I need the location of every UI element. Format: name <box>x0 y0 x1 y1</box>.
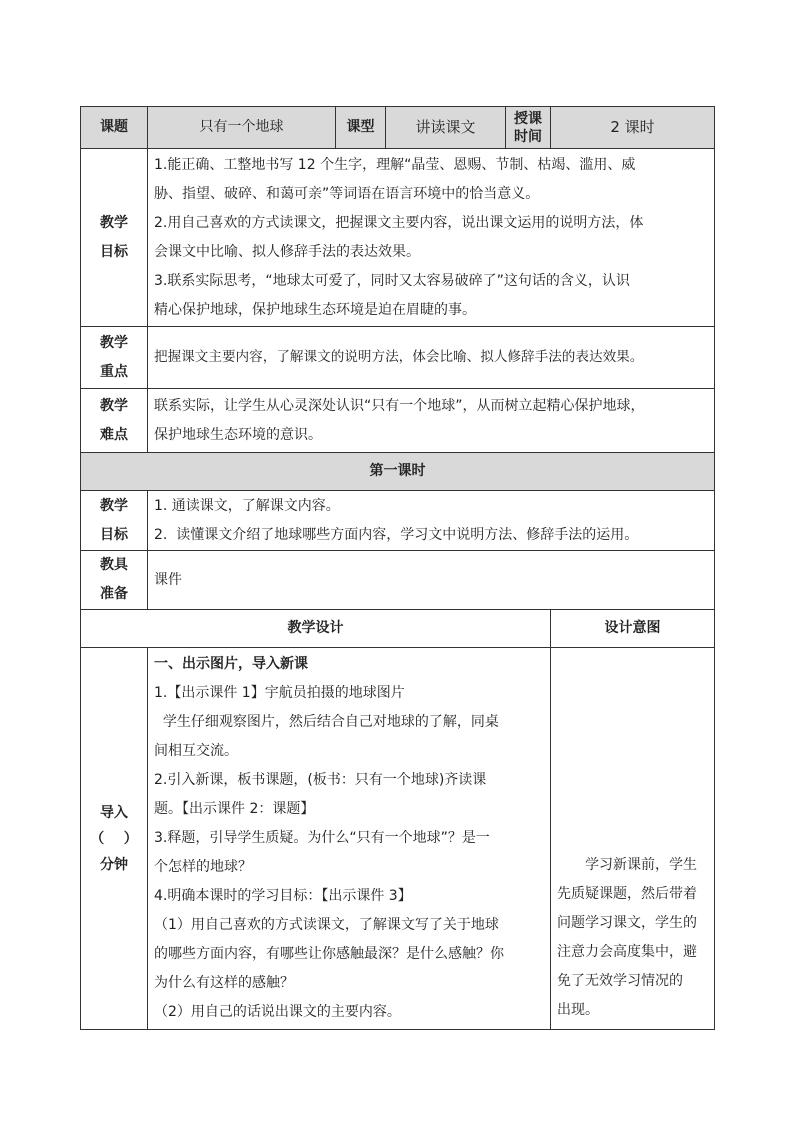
design-line: 2.引入新课，板书课题，(板书：只有一个地球)齐读课 <box>154 772 487 788</box>
difficulties-label-line1: 教学 <box>100 397 128 414</box>
design-line: 个怎样的地球？ <box>154 859 252 875</box>
lesson-objectives-label-line1: 教学 <box>100 497 128 514</box>
intent-header: 设计意图 <box>551 610 715 648</box>
objectives-line: 3.联系实际思考，“地球太可爱了，同时又太容易破碎了”这句话的含义，认识 <box>154 272 630 289</box>
objectives-line: 胁、指望、破碎、和蔼可亲”等词语在语言环境中的恰当意义。 <box>154 185 540 202</box>
design-header-row <box>81 610 715 648</box>
lesson-objectives-text <box>148 491 715 551</box>
key-points-row <box>81 327 715 389</box>
design-line: 为什么有这样的感触？ <box>154 975 294 991</box>
stage-label-line2: （ ） <box>90 830 138 847</box>
lesson-plan-table <box>80 106 715 1030</box>
time-label-line2: 时间 <box>514 128 542 145</box>
prep-label-line1: 教具 <box>100 557 128 573</box>
time-label-line1: 授课 <box>514 110 542 127</box>
design-line: 4.明确本课时的学习目标：【出示课件 3】 <box>154 888 412 904</box>
difficulties-label <box>81 389 148 453</box>
design-line: （2）用自己的话说出课文的主要内容。 <box>154 1004 401 1020</box>
intent-line: 免了无效学习情况的 <box>557 973 683 989</box>
lesson-objectives-line: 2. 读懂课文介绍了地球哪些方面内容，学习文中说明方法、修辞手法的运用。 <box>154 526 639 543</box>
objectives-label <box>81 149 148 327</box>
lesson-objectives-label <box>81 491 148 551</box>
topic-value: 只有一个地球 <box>148 107 336 149</box>
lesson-objectives-label-line2: 目标 <box>100 526 128 543</box>
key-points-text: 把握课文主要内容，了解课文的说明方法，体会比喻、拟人修辞手法的表达效果。 <box>148 327 715 389</box>
objectives-label-line2: 目标 <box>100 243 128 260</box>
objectives-line: 1.能正确、工整地书写 12 个生字，理解“晶莹、恩赐、节制、枯竭、滥用、威 <box>154 156 636 173</box>
lesson-objectives-line: 1. 通读课文，了解课文内容。 <box>154 497 340 514</box>
objectives-line: 精心保护地球，保护地球生态环境是迫在眉睫的事。 <box>154 301 476 318</box>
key-points-label-line2: 重点 <box>100 363 128 380</box>
intent-line: 出现。 <box>557 1002 599 1018</box>
design-line: （1）用自己喜欢的方式读课文，了解课文写了关于地球 <box>154 917 499 933</box>
design-content <box>148 648 551 1030</box>
lesson-objectives-row <box>81 491 715 551</box>
intent-line: 问题学习课文，学生的 <box>557 915 697 931</box>
key-points-label <box>81 327 148 389</box>
design-line: 的哪些方面内容，有哪些让你感触最深？是什么感触？你 <box>154 946 504 962</box>
type-value: 讲读课文 <box>386 107 506 149</box>
intent-line: 学习新课前，学生 <box>585 857 697 873</box>
stage-label-line1: 导入 <box>100 804 128 821</box>
design-header: 教学设计 <box>81 610 551 648</box>
type-label: 课型 <box>336 107 386 149</box>
design-line: 题。【出示课件 2：课题】 <box>154 801 315 817</box>
topic-label: 课题 <box>81 107 148 149</box>
lesson-title: 第一课时 <box>81 453 715 491</box>
key-points-label-line1: 教学 <box>100 334 128 351</box>
design-heading: 一、出示图片，导入新课 <box>154 656 308 672</box>
difficulties-line: 保护地球生态环境的意识。 <box>154 426 322 443</box>
time-label <box>506 107 551 149</box>
objectives-line: 会课文中比喻、拟人修辞手法的表达效果。 <box>154 243 420 260</box>
difficulties-line: 联系实际，让学生从心灵深处认识“只有一个地球”，从而树立起精心保护地球， <box>154 397 645 414</box>
design-line: 间相互交流。 <box>154 743 238 759</box>
intent-line: 先质疑课题，然后带着 <box>557 886 697 902</box>
prep-label <box>81 551 148 610</box>
objectives-line: 2.用自己喜欢的方式读课文，把握课文主要内容，说出课文运用的说明方法，体 <box>154 214 644 231</box>
objectives-label-line1: 教学 <box>100 214 128 231</box>
prep-value: 课件 <box>148 551 715 610</box>
design-line: 3.释题，引导学生质疑。为什么“只有一个地球”？是一 <box>154 830 490 846</box>
objectives-text <box>148 149 715 327</box>
header-row <box>81 107 715 149</box>
time-value: 2 课时 <box>551 107 715 149</box>
lesson-title-row <box>81 453 715 491</box>
objectives-row <box>81 149 715 327</box>
intro-stage-row <box>81 648 715 1030</box>
prep-label-line2: 准备 <box>100 586 128 602</box>
prep-row <box>81 551 715 610</box>
design-line: 学生仔细观察图片，然后结合自己对地球的了解，同桌 <box>154 714 499 730</box>
difficulties-label-line2: 难点 <box>100 426 128 443</box>
stage-label-line3: 分钟 <box>100 856 128 873</box>
difficulties-text <box>148 389 715 453</box>
stage-label <box>81 648 148 1030</box>
design-line: 1.【出示课件 1】宇航员拍摄的地球图片 <box>154 685 405 701</box>
intent-line: 注意力会高度集中，避 <box>557 944 697 960</box>
intent-content <box>551 648 715 1030</box>
difficulties-row <box>81 389 715 453</box>
